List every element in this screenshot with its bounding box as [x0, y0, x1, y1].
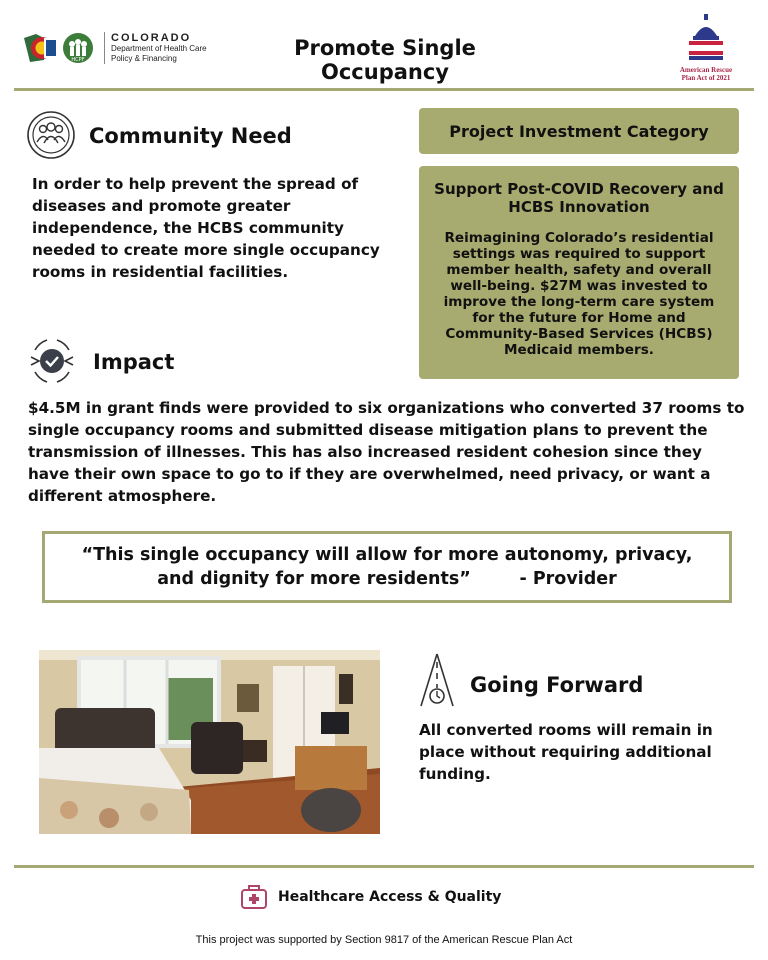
- impact-target-check-icon: [27, 336, 77, 386]
- community-need-heading: Community Need: [89, 124, 292, 148]
- hcpf-badge-text: HCPF: [71, 57, 85, 63]
- community-people-icon: [26, 110, 76, 160]
- single-room-photo: [39, 650, 380, 834]
- investment-category-heading: Project Investment Category: [449, 121, 709, 141]
- investment-category-name: Support Post-COVID Recovery and HCBS Innovation: [434, 180, 724, 216]
- hcpf-logo: [20, 28, 220, 68]
- page-title: Promote Single Occupancy: [294, 36, 476, 84]
- going-forward-heading: Going Forward: [470, 673, 644, 697]
- investment-category-box: [419, 166, 739, 379]
- provider-quote-text: “This single occupancy will allow for more autonomy, privacy, and dignity for more residents” - Provider: [81, 545, 699, 589]
- logo-state: COLORADO: [111, 32, 192, 44]
- colorado-flag-logo-icon: [20, 30, 98, 66]
- going-forward-text: All converted rooms will remain in place without requiring additional funding.: [419, 721, 713, 783]
- logo-dept-line1: Department of Health Care: [111, 44, 207, 53]
- logo-dept-line2: Policy & Financing: [111, 54, 177, 63]
- focus-area: [240, 884, 501, 910]
- impact-text: $4.5M in grant finds were provided to six organizations who converted 37 rooms to single occupancy rooms and submitted disease mitigation plans to prevent the transmission of illnesses. This has also increased resident cohesion since they have their own space to go to if they are overwhelmed, need privacy, or want a different atmosphere.: [28, 399, 745, 505]
- medical-kit-icon: [240, 884, 268, 910]
- footer-divider: [14, 865, 754, 868]
- header-divider: [14, 88, 754, 91]
- impact-heading: Impact: [93, 350, 175, 374]
- community-need-text: In order to help prevent the spread of diseases and promote greater independence, the HCBS community needed to create more single occupancy rooms in residential facilities.: [32, 175, 380, 281]
- arpa-line1: American Rescue: [679, 66, 733, 74]
- funding-statement: This project was supported by Section 9817 of the American Rescue Plan Act: [195, 934, 573, 946]
- arpa-line2: Plan Act of 2021: [681, 74, 731, 82]
- provider-quote: [42, 531, 732, 603]
- capitol-dome-icon: [685, 14, 727, 62]
- investment-category-header: [419, 108, 739, 154]
- road-compass-icon: [417, 652, 457, 708]
- investment-category-description: Reimagining Colorado’s residential settings was required to support member health, safety and overall well-being. $27M was invested to improve the long-term care system for the future for Home and Community-Based Services (HCBS) Medicaid members.: [443, 230, 715, 358]
- arpa-logo: [668, 14, 744, 84]
- focus-area-label: Healthcare Access & Quality: [278, 889, 502, 905]
